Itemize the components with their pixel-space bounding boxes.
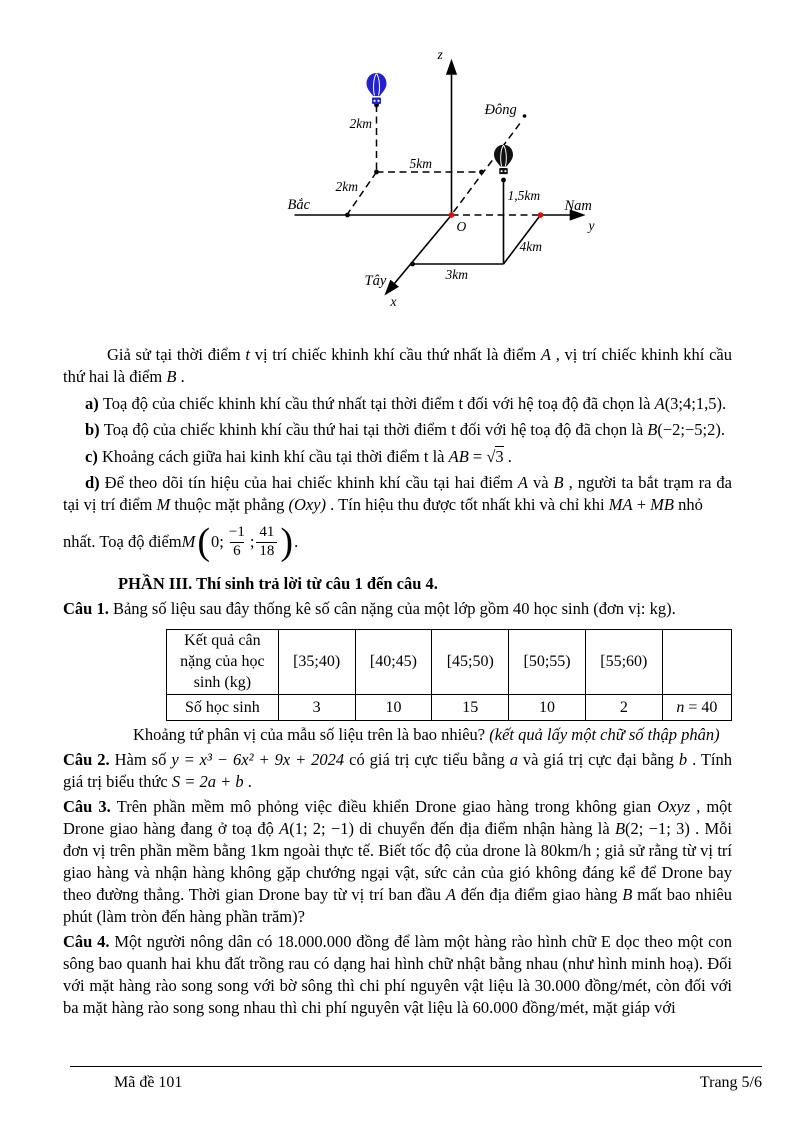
text-segment: t	[245, 345, 251, 364]
text-segment: , vị trí chiếc khinh khí cầu thứ hai là điểm	[63, 345, 732, 386]
text-segment: nhỏ	[673, 495, 703, 514]
text-segment: B	[622, 885, 633, 905]
text-segment: đến địa điểm giao hàng	[455, 885, 623, 905]
text-segment: và giá trị cực đại bằng	[517, 750, 679, 770]
count-cell: 10	[509, 695, 586, 721]
question-1-prompt	[63, 724, 732, 746]
exam-code: Mã đề 101	[114, 1074, 183, 1091]
axes-lines	[295, 62, 583, 293]
text-segment: . Tín hiệu thu được tốt nhất khi và chỉ khi	[326, 495, 609, 514]
count-cell: 2	[585, 695, 662, 721]
text-segment: B	[553, 473, 564, 492]
text-segment: S = 2a + b	[171, 772, 244, 792]
text-segment: thuộc mặt phẳng	[170, 495, 289, 514]
distance-3km-label: 3km	[445, 267, 468, 282]
part3-heading: PHẦN III. Thí sinh trả lời từ câu 1 đến câu 4.	[118, 574, 438, 593]
text-segment: 3	[495, 446, 504, 466]
total-cell	[662, 695, 731, 721]
text-segment: , một Drone giao hàng đang ở toạ độ	[63, 797, 733, 839]
fraction-1-denominator: 6	[230, 542, 244, 560]
text-segment: Câu 2.	[63, 750, 115, 770]
text-segment: và	[528, 473, 554, 492]
statement-d	[63, 472, 732, 516]
text-segment: .	[176, 367, 185, 386]
coordinate-diagram	[275, 42, 611, 314]
text-segment: , người ta bắt trạm ra đa tại vị trí điểm	[63, 473, 733, 514]
text-segment: a	[509, 750, 518, 770]
table-header-label: Kết quả cân nặng của học sinh (kg)	[167, 630, 279, 695]
interval-cell-empty	[662, 630, 731, 695]
text-segment: A	[654, 393, 665, 413]
text-segment: B	[614, 819, 626, 839]
text-segment: M	[156, 495, 171, 514]
text-segment: di chuyển đến địa điểm nhận hàng là	[353, 819, 615, 839]
interval-cell: [50;55)	[509, 630, 586, 695]
text-segment: . Tính giá trị biểu thức	[63, 750, 733, 792]
total-variable: n	[676, 698, 685, 716]
text-segment: Trên phần mềm mô phỏng việc điều khiển Drone giao hàng trong không gian	[116, 797, 658, 817]
text-segment: có giá trị cực tiểu bằng	[344, 750, 510, 770]
question-3	[63, 796, 732, 928]
count-cell: 3	[278, 695, 355, 721]
east-label: Đông	[484, 102, 517, 118]
distance-1-5km-label: 1,5km	[507, 188, 541, 203]
text-segment: Một người nông dân có 18.000.000 đồng để làm một hàng rào hình chữ E dọc theo một con sông bao quanh hai khu đất trồng rau có dạng hai hình chữ nhật bằng nhau (như hình minh hoạ). Đối với mặt hàng rào song song với bờ sông thì chi phí nguyên vật liệu là 30.000 đồng/mét, còn đối với ba mặt hàng rào song song nhau thì chi phí nguyên vật liệu là 60.000 đồng/mét, mặt giáp với	[63, 932, 733, 1018]
text-segment: Câu 3.	[63, 797, 117, 817]
row-label-cell: Số học sinh	[167, 695, 279, 721]
red-point-markers	[449, 212, 544, 218]
total-value: = 40	[684, 698, 718, 716]
interval-cell: [35;40)	[278, 630, 355, 695]
west-label: Tây	[364, 273, 387, 289]
close-paren: )	[280, 521, 294, 563]
statement-b	[63, 419, 732, 441]
text-segment: Oxyz	[657, 797, 691, 817]
text-segment: (1; 2; −1)	[289, 819, 354, 839]
text-segment: b	[678, 750, 688, 770]
open-paren: (	[197, 521, 211, 563]
statement-c	[63, 446, 732, 468]
table-row	[167, 695, 732, 721]
origin-label: O	[456, 219, 467, 234]
distance-4km-label: 4km	[519, 239, 542, 254]
page-number: Trang 5/6	[699, 1074, 762, 1091]
text-segment: .	[503, 446, 512, 466]
text-segment: (2; −1; 3)	[625, 819, 690, 839]
coord-zero: 0;	[211, 532, 224, 551]
d-answer-prefix: nhất. Toạ độ điểm	[63, 532, 182, 551]
question-4	[63, 931, 732, 1019]
interval-cell: [45;50)	[432, 630, 509, 695]
text-segment: vị trí chiếc khinh khí cầu thứ nhất là điểm	[250, 345, 541, 364]
text-segment: AB	[448, 446, 469, 466]
text-segment: B	[647, 420, 658, 439]
text-segment: Khoảng cách giữa hai kinh khí cầu tại thời điểm t là	[101, 446, 449, 466]
text-segment: d)	[85, 473, 105, 492]
text-segment: Câu 4.	[63, 932, 115, 952]
paragraph-intro	[63, 344, 732, 388]
statement-d-answer	[63, 518, 732, 566]
text-segment: = √	[468, 446, 496, 466]
distance-2km-vertical-label: 2km	[349, 116, 372, 131]
interval-cell: [40;45)	[355, 630, 432, 695]
weight-frequency-table	[166, 629, 732, 721]
fraction-1-numerator: −1	[228, 524, 245, 541]
interval-cell: [55;60)	[585, 630, 662, 695]
text-segment: (3;4;1,5).	[664, 393, 727, 413]
page-footer	[70, 1066, 762, 1092]
text-segment: MB	[650, 495, 674, 514]
north-label: Bắc	[287, 197, 311, 213]
point-m-symbol: M	[181, 532, 196, 551]
text-segment: A	[540, 345, 551, 364]
distance-5km-label: 5km	[409, 156, 432, 171]
text-segment: A	[445, 885, 456, 905]
text-segment: a)	[85, 393, 103, 413]
table-row	[167, 630, 732, 695]
coordinate-diagram-svg	[275, 42, 611, 314]
z-axis-label: z	[437, 47, 443, 62]
text-segment: (Oxy)	[288, 495, 327, 514]
distance-2km-diagonal-label: 2km	[335, 179, 358, 194]
fraction-1	[226, 524, 248, 560]
point-markers	[345, 103, 526, 267]
text-segment: c)	[85, 446, 102, 466]
blue-balloon-icon	[367, 73, 387, 104]
text-segment: Bảng số liệu sau đây thống kê số cân nặng của một lớp gồm 40 học sinh (đơn vị: kg).	[112, 599, 676, 618]
text-segment: Khoảng tứ phân vị của mẫu số liệu trên là bao nhiêu?	[133, 725, 490, 745]
text-segment: (kết quả lấy một chữ số thập phân)	[489, 725, 720, 745]
text-segment: Giả sử tại thời điểm	[107, 345, 246, 364]
text-segment: b)	[85, 420, 104, 439]
question-1	[63, 598, 732, 620]
text-segment: (−2;−5;2).	[657, 420, 726, 439]
d-answer-period: .	[294, 532, 299, 551]
statement-a	[63, 393, 732, 415]
text-segment: .	[243, 772, 252, 792]
text-segment: A	[279, 819, 290, 839]
y-axis-label: y	[588, 218, 595, 233]
text-segment: Toạ độ của chiếc khinh khí cầu thứ hai tại thời điểm t đối với hệ toạ độ đã chọn là	[103, 420, 648, 439]
fraction-2	[256, 524, 277, 560]
fraction-2-numerator: 41	[259, 524, 275, 541]
text-segment: Hàm số	[114, 750, 172, 770]
south-label: Nam	[564, 198, 592, 214]
text-segment: Để theo dõi tín hiệu của hai chiếc khinh khí cầu tại hai điểm	[104, 473, 518, 492]
m-coordinates	[211, 524, 279, 560]
text-segment: mất bao nhiêu phút (làm tròn đến hàng phần trăm)?	[63, 885, 732, 927]
text-segment: y = x³ − 6x² + 9x + 2024	[171, 750, 345, 770]
text-segment: MA	[608, 495, 633, 514]
count-cell: 15	[432, 695, 509, 721]
count-cell: 10	[355, 695, 432, 721]
text-segment: Câu 1.	[63, 599, 113, 618]
text-segment: A	[517, 473, 528, 492]
text-segment: . Mỗi đơn vị trên phần mềm bằng 1km ngoài thực tế. Biết tốc độ của drone là 80km/h ; giả sử rằng từ vị trí giao hàng và nhận hàng không gặp chướng ngại vật, sức cản của gió không đáng kể để Drone bay theo đường thẳng. Thời gian Drone bay từ vị trí ban đầu	[63, 819, 732, 905]
coord-separator: ;	[249, 532, 255, 551]
text-segment: B	[166, 367, 177, 386]
text-segment: +	[632, 495, 651, 514]
question-2	[63, 749, 732, 793]
x-axis-label: x	[390, 294, 397, 309]
black-balloon-icon	[494, 145, 513, 174]
text-segment: Toạ độ của chiếc khinh khí cầu thứ nhất tại thời điểm t đối với hệ toạ độ đã chọn là	[102, 393, 655, 413]
fraction-2-denominator: 18	[256, 542, 277, 560]
